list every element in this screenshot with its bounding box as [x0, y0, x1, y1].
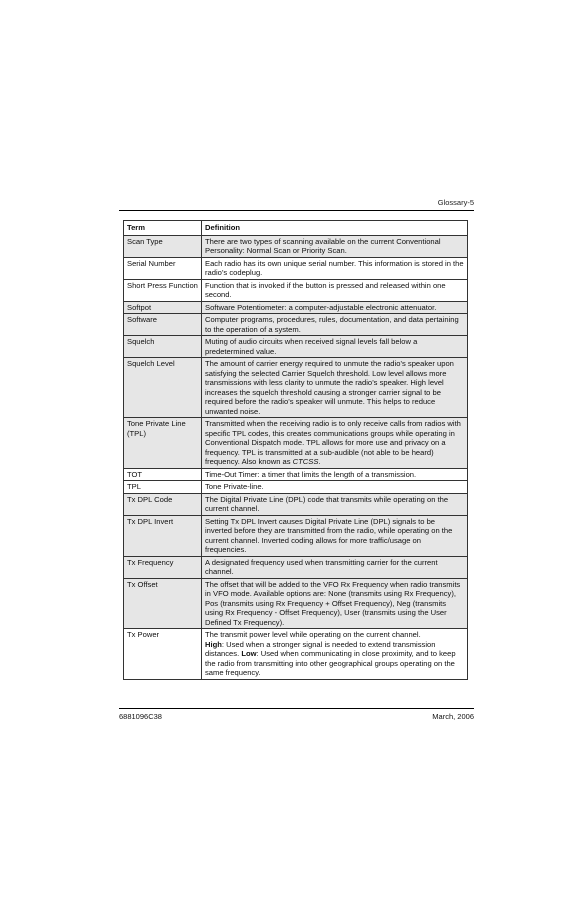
table-row [124, 336, 468, 358]
table-row [124, 257, 468, 279]
page-label: Glossary-5 [437, 198, 474, 207]
column-header-definition: Definition [202, 221, 468, 236]
term-cell: Softpot [124, 301, 202, 314]
definition-text: . [318, 457, 321, 466]
definition-cell [202, 418, 468, 469]
publication-date: March, 2006 [432, 712, 474, 721]
footer-rule [119, 708, 474, 709]
term-cell: Squelch Level [124, 358, 202, 418]
table-row [124, 235, 468, 257]
table-row [124, 493, 468, 515]
definition-cell: The Digital Private Line (DPL) code that transmits while operating on the current channel. [202, 493, 468, 515]
definition-cell: A designated frequency used when transmitting carrier for the current channel. [202, 556, 468, 578]
term-cell: Tx Offset [124, 578, 202, 629]
definition-cell: Function that is invoked if the button is pressed and released within one second. [202, 279, 468, 301]
table-row [124, 358, 468, 418]
definition-cell: The offset that will be added to the VFO Rx Frequency when radio transmits in VFO mode. Available options are: None (transmits using Rx Frequency), Pos (transmits using Rx Frequency + Offset Frequency), Neg (transmits using Rx Frequency - Offset Frequency), User (transmits using the User Defined Tx Frequency). [202, 578, 468, 629]
document-number: 6881096C38 [119, 712, 162, 721]
definition-cell: Muting of audio circuits when received signal levels fall below a predetermined value. [202, 336, 468, 358]
definition-cell: Each radio has its own unique serial number. This information is stored in the radio’s codeplug. [202, 257, 468, 279]
definition-cell: Time-Out Timer: a timer that limits the length of a transmission. [202, 468, 468, 481]
term-cell: Tx DPL Invert [124, 515, 202, 556]
table-row [124, 301, 468, 314]
table-header-row [124, 221, 468, 236]
term-cell: TOT [124, 468, 202, 481]
term-cell: Tx Frequency [124, 556, 202, 578]
definition-cell: Computer programs, procedures, rules, documentation, and data pertaining to the operation of a system. [202, 314, 468, 336]
definition-emphasis: High [205, 639, 222, 649]
term-cell: Tone Private Line (TPL) [124, 418, 202, 469]
definition-cell: Software Potentiometer: a computer-adjustable electronic attenuator. [202, 301, 468, 314]
term-cell: Squelch [124, 336, 202, 358]
table-row [124, 578, 468, 629]
table-row [124, 279, 468, 301]
table-row [124, 314, 468, 336]
definition-cell [202, 629, 468, 680]
term-cell: Tx Power [124, 629, 202, 680]
header-rule [119, 210, 474, 211]
term-cell: Short Press Function [124, 279, 202, 301]
table-row [124, 629, 468, 680]
term-cell: TPL [124, 481, 202, 494]
table-row [124, 418, 468, 469]
definition-emphasis: Low [241, 649, 257, 658]
term-cell: Serial Number [124, 257, 202, 279]
term-cell: Scan Type [124, 235, 202, 257]
glossary-table [123, 220, 468, 680]
definition-text: The transmit power level while operating on the current channel. [205, 630, 421, 639]
definition-emphasis: CTCSS [292, 457, 319, 466]
definition-text: : Used when communicating in close proximity, and to keep the radio from transmitting into other geographical groups operating on the same frequency. [205, 649, 456, 677]
table-row [124, 515, 468, 556]
term-cell: Tx DPL Code [124, 493, 202, 515]
definition-cell: Tone Private-line. [202, 481, 468, 494]
definition-text: : Used when a stronger signal is needed to extend transmission distances. [205, 639, 436, 658]
term-cell: Software [124, 314, 202, 336]
table-row [124, 556, 468, 578]
definition-text: Transmitted when the receiving radio is to only receive calls from radios with specific TPL codes, this creates communications groups while operating in Conventional Dispatch mode. TPL allows for more use and privacy on a frequency. TPL is transmitted at a sub-audible (not able to be heard) frequency. Also known as [205, 419, 461, 466]
column-header-term: Term [124, 221, 202, 236]
definition-cell: Setting Tx DPL Invert causes Digital Private Line (DPL) signals to be inverted before they are transmitted from the radio, while operating on the current channel. Inverted coding allows for more traffic/usage on frequencies. [202, 515, 468, 556]
definition-cell: The amount of carrier energy required to unmute the radio’s speaker upon satisfying the selected Carrier Squelch threshold. Low level allows more transmissions with less clarity to unmute the radio’s speaker. High level increases the squelch threshold causing a stronger carrier signal to be required before the radio’s speaker will unmute. This helps to reduce unwanted noise. [202, 358, 468, 418]
table-row [124, 468, 468, 481]
table-row [124, 481, 468, 494]
definition-cell: There are two types of scanning available on the current Conventional Personality: Normal Scan or Priority Scan. [202, 235, 468, 257]
